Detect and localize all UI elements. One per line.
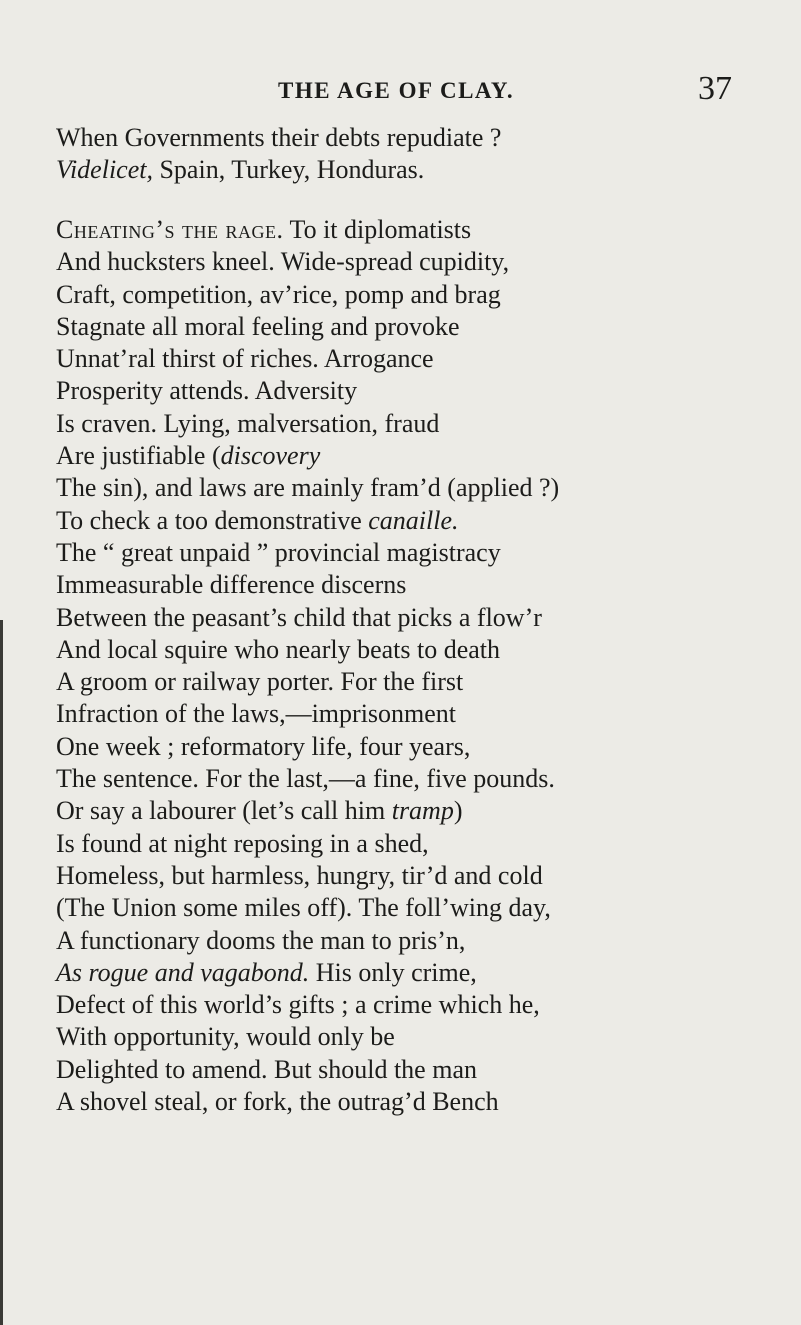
poem-line: Delighted to amend. But should the man (56, 1054, 477, 1084)
small-caps-opening: Cheating’s the rage. (56, 215, 284, 244)
poem-line: To check a too demonstrative canaille. (56, 505, 459, 535)
poem-line: The “ great unpaid ” provincial magistracy (56, 537, 501, 567)
poem-line: Is craven. Lying, malversation, fraud (56, 408, 440, 438)
italic-phrase: canaille. (368, 505, 459, 535)
italic-phrase: As rogue and vagabond. (56, 957, 310, 987)
poem-line: Is found at night reposing in a shed, (56, 828, 429, 858)
poem-line: Stagnate all moral feeling and provoke (56, 311, 460, 341)
poem-line: Homeless, but harmless, hungry, tir’d and cold (56, 860, 543, 890)
italic-phrase: tramp (391, 796, 454, 826)
poem-line: Cheating’s the rage. To it diplomatists (56, 215, 472, 244)
poem-line: A groom or railway porter. For the first (56, 667, 464, 697)
poem-line: Videlicet, Spain, Turkey, Honduras. (56, 155, 425, 185)
stanza-1 (56, 122, 501, 187)
poem-line: Infraction of the laws,—imprisonment (56, 699, 457, 729)
poem-line: A functionary dooms the man to pris’n, (56, 925, 466, 955)
poem-line: As rogue and vagabond. His only crime, (56, 957, 477, 987)
poem-line: Immeasurable difference discerns (56, 570, 407, 600)
poem-line: Prosperity attends. Adversity (56, 376, 358, 406)
stanza-2 (56, 214, 559, 1118)
poem-line: Or say a labourer (let’s call him tramp) (56, 796, 463, 826)
italic-phrase: Videlicet, (56, 155, 153, 185)
page-number: 37 (698, 70, 732, 107)
italic-phrase: discovery (220, 441, 321, 471)
poem-line: One week ; reformatory life, four years, (56, 731, 471, 761)
page-edge-shadow (0, 620, 3, 1325)
poem-line: Unnat’ral thirst of riches. Arrogance (56, 344, 434, 374)
poem-line: And hucksters kneel. Wide-spread cupidity, (56, 247, 510, 277)
running-head (0, 70, 801, 110)
poem-line: And local squire who nearly beats to death (56, 634, 501, 664)
running-title: THE AGE OF CLAY. (278, 78, 515, 103)
poem-line: Are justifiable (discovery (56, 441, 321, 471)
poem-line: The sin), and laws are mainly fram’d (applied ?) (56, 473, 560, 503)
poem-line: With opportunity, would only be (56, 1022, 395, 1052)
poem-line: Between the peasant’s child that picks a flow’r (56, 602, 542, 632)
poem-line: When Governments their debts repudiate ? (56, 123, 502, 152)
poem-line: Craft, competition, av’rice, pomp and brag (56, 279, 501, 309)
poem-line: A shovel steal, or fork, the outrag’d Bench (56, 1087, 499, 1117)
poem-line: The sentence. For the last,—a fine, five pounds. (56, 764, 555, 794)
poem-line: Defect of this world’s gifts ; a crime which he, (56, 990, 540, 1020)
poem-line: (The Union some miles off). The foll’wing day, (56, 893, 551, 923)
